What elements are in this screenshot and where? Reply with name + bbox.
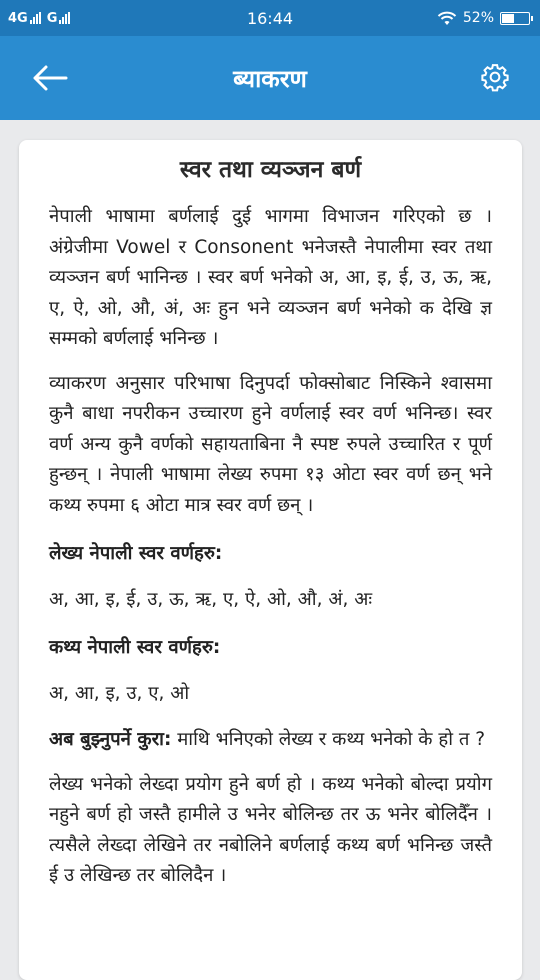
heading-written-vowels: लेख्य नेपाली स्वर वर्णहरु: <box>49 543 223 564</box>
note-paragraph <box>49 725 492 756</box>
network-indicator <box>8 11 74 26</box>
settings-button[interactable] <box>480 62 510 92</box>
battery-icon <box>500 12 530 25</box>
status-bar <box>0 0 540 36</box>
back-button[interactable] <box>30 62 70 94</box>
signal-icon-2 <box>59 12 70 24</box>
heading-spoken-vowels: कथ्य नेपाली स्वर वर्णहरु: <box>49 637 221 658</box>
article-title: स्वर तथा व्यञ्जन बर्ण <box>179 157 362 183</box>
page-title: ब्याकरण <box>233 64 307 93</box>
battery-percent: 52% <box>462 10 494 26</box>
paragraph-explanation: लेख्य भनेको लेख्दा प्रयोग हुने बर्ण हो । कथ्य भनेको बोल्दा प्रयोग नहुने बर्ण हो जस्तै हामीले उ भनेर बोलिन्छ तर ऊ भनेर बोलिदैँन । त्यसैले लेख्दा लेखिने तर नबोलिने बर्णलाई कथ्य बर्ण भनिन्छ जस्तै ई उ लेखिन्छ तर बोलिदैन । <box>49 773 492 886</box>
arrow-left-icon <box>30 62 70 94</box>
article-card <box>19 140 522 980</box>
signal-icon <box>30 12 41 24</box>
spoken-vowels-list: अ, आ, इ, उ, ए, ओ <box>49 683 190 704</box>
network-type: 4G <box>8 10 28 26</box>
clock: 16:44 <box>246 8 294 28</box>
paragraph-intro: नेपाली भाषामा बर्णलाई दुई भागमा विभाजन गरिएको छ । अंग्रेजीमा Vowel र Consonent भनेजस्तै नेपालीमा स्वर तथा व्यञ्जन बर्ण भानिन्छ । स्वर बर्ण भनेको अ, आ, इ, ई, उ, ऊ, ऋ, ए, ऐ, ओ, औ, अं, अः हुन भने व्यञ्जन बर्ण भनेको क देखि ज्ञ सम्मको बर्णलाई भनिन्छ । <box>49 206 492 349</box>
network-type-2: G <box>46 10 58 26</box>
gear-icon <box>480 62 510 92</box>
wifi-icon <box>437 11 457 26</box>
app-bar <box>0 36 540 120</box>
written-vowels-list: अ, आ, इ, ई, उ, ऊ, ऋ, ए, ऐ, ओ, औ, अं, अः <box>49 589 373 610</box>
paragraph-definition: व्याकरण अनुसार परिभाषा दिनुपर्दा फोक्सोबाट निस्किने श्वासमा कुनै बाधा नपरीकन उच्चारण हुने वर्णलाई स्वर वर्ण भनिन्छ। स्वर वर्ण अन्य कुनै वर्णको सहायताबिना नै स्पष्ट रुपले उच्चारित र पूर्ण हुन्छन् । नेपाली भाषामा लेख्य रुपमा १३ ओटा स्वर वर्ण छन् भने कथ्य रुपमा ६ ओटा मात्र स्वर वर्ण छन् । <box>49 372 492 516</box>
note-text: माथि भनिएको लेख्य र कथ्य भनेको के हो त ? <box>171 729 486 750</box>
note-label: अब बुझ्नुपर्ने कुरा: <box>49 729 172 750</box>
